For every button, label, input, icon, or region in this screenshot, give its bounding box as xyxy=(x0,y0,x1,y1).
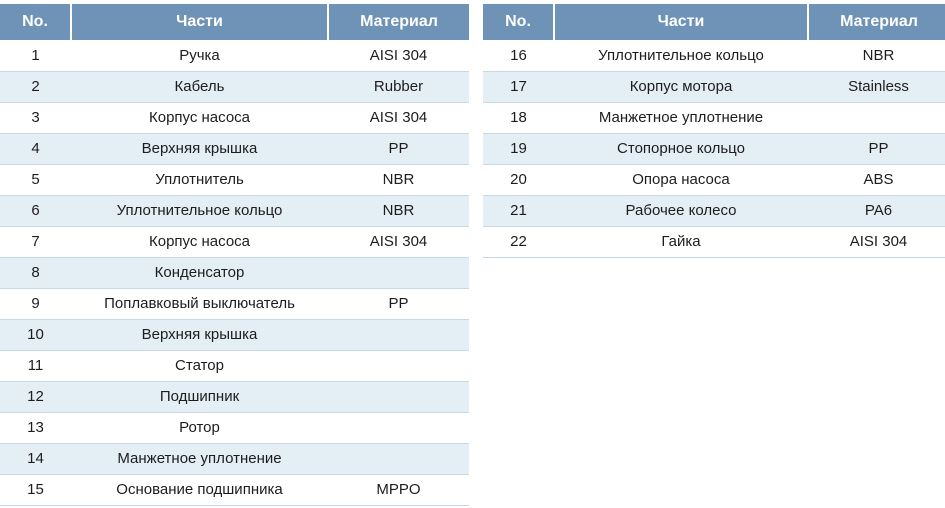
cell-part: Ротор xyxy=(71,412,328,443)
cell-no: 18 xyxy=(483,102,554,133)
table-header-row xyxy=(483,4,945,40)
cell-no: 20 xyxy=(483,164,554,195)
cell-part: Уплотнительное кольцо xyxy=(71,195,328,226)
cell-part: Кабель xyxy=(71,71,328,102)
column-header-part: Части xyxy=(554,4,808,40)
table-row xyxy=(0,257,469,288)
cell-material: ABS xyxy=(808,164,945,195)
cell-material: PP xyxy=(328,133,469,164)
column-header-material: Материал xyxy=(328,4,469,40)
cell-material: AISI 304 xyxy=(808,226,945,257)
cell-material: PP xyxy=(328,288,469,319)
cell-no: 21 xyxy=(483,195,554,226)
cell-part: Гайка xyxy=(554,226,808,257)
cell-material xyxy=(328,350,469,381)
table-body-right xyxy=(483,40,945,257)
cell-material: Stainless xyxy=(808,71,945,102)
table-row xyxy=(0,319,469,350)
cell-material: Rubber xyxy=(328,71,469,102)
cell-no: 10 xyxy=(0,319,71,350)
left-table-container xyxy=(0,0,465,508)
cell-part: Опора насоса xyxy=(554,164,808,195)
cell-no: 16 xyxy=(483,40,554,71)
cell-part: Поплавковый выключатель xyxy=(71,288,328,319)
column-header-material: Материал xyxy=(808,4,945,40)
cell-no: 1 xyxy=(0,40,71,71)
cell-no: 12 xyxy=(0,381,71,412)
table-row xyxy=(0,443,469,474)
table-head xyxy=(0,4,469,40)
cell-part: Ручка xyxy=(71,40,328,71)
cell-material: NBR xyxy=(808,40,945,71)
cell-part: Верхняя крышка xyxy=(71,319,328,350)
cell-no: 14 xyxy=(0,443,71,474)
cell-part: Стопорное кольцо xyxy=(554,133,808,164)
table-row xyxy=(483,40,945,71)
table-row xyxy=(0,195,469,226)
table-head xyxy=(483,4,945,40)
table-row xyxy=(0,226,469,257)
table-row xyxy=(0,350,469,381)
cell-part: Рабочее колесо xyxy=(554,195,808,226)
cell-part: Манжетное уплотнение xyxy=(554,102,808,133)
table-row xyxy=(0,381,469,412)
table-row xyxy=(0,71,469,102)
cell-no: 11 xyxy=(0,350,71,381)
column-header-no: No. xyxy=(483,4,554,40)
cell-part: Корпус мотора xyxy=(554,71,808,102)
cell-material: PA6 xyxy=(808,195,945,226)
cell-material xyxy=(808,102,945,133)
cell-no: 15 xyxy=(0,474,71,505)
cell-no: 13 xyxy=(0,412,71,443)
cell-material: AISI 304 xyxy=(328,226,469,257)
table-row xyxy=(483,195,945,226)
cell-part: Манжетное уплотнение xyxy=(71,443,328,474)
right-table-container xyxy=(483,0,945,508)
table-body-left xyxy=(0,40,469,505)
cell-material xyxy=(328,319,469,350)
table-row xyxy=(483,102,945,133)
cell-part: Уплотнительное кольцо xyxy=(554,40,808,71)
cell-no: 9 xyxy=(0,288,71,319)
cell-material xyxy=(328,443,469,474)
table-row xyxy=(483,71,945,102)
table-row xyxy=(0,164,469,195)
table-row xyxy=(483,164,945,195)
cell-part: Подшипник xyxy=(71,381,328,412)
cell-part: Основание подшипника xyxy=(71,474,328,505)
cell-no: 6 xyxy=(0,195,71,226)
table-row xyxy=(0,412,469,443)
cell-no: 2 xyxy=(0,71,71,102)
cell-no: 19 xyxy=(483,133,554,164)
cell-material: MPPO xyxy=(328,474,469,505)
table-row xyxy=(0,102,469,133)
cell-part: Корпус насоса xyxy=(71,226,328,257)
table-row xyxy=(483,226,945,257)
cell-no: 8 xyxy=(0,257,71,288)
parts-table-left xyxy=(0,4,469,506)
table-row xyxy=(0,40,469,71)
cell-no: 4 xyxy=(0,133,71,164)
cell-part: Уплотнитель xyxy=(71,164,328,195)
cell-part: Корпус насоса xyxy=(71,102,328,133)
parts-table-right xyxy=(483,4,945,258)
cell-part: Верхняя крышка xyxy=(71,133,328,164)
column-header-no: No. xyxy=(0,4,71,40)
cell-no: 17 xyxy=(483,71,554,102)
cell-no: 22 xyxy=(483,226,554,257)
table-header-row xyxy=(0,4,469,40)
cell-material: AISI 304 xyxy=(328,102,469,133)
cell-material: NBR xyxy=(328,164,469,195)
cell-material xyxy=(328,412,469,443)
table-row xyxy=(0,474,469,505)
table-row xyxy=(0,133,469,164)
table-row xyxy=(0,288,469,319)
table-row xyxy=(483,133,945,164)
cell-no: 3 xyxy=(0,102,71,133)
cell-material xyxy=(328,257,469,288)
cell-part: Конденсатор xyxy=(71,257,328,288)
cell-no: 5 xyxy=(0,164,71,195)
cell-material: AISI 304 xyxy=(328,40,469,71)
cell-part: Статор xyxy=(71,350,328,381)
cell-material: NBR xyxy=(328,195,469,226)
column-header-part: Части xyxy=(71,4,328,40)
cell-material xyxy=(328,381,469,412)
cell-no: 7 xyxy=(0,226,71,257)
cell-material: PP xyxy=(808,133,945,164)
